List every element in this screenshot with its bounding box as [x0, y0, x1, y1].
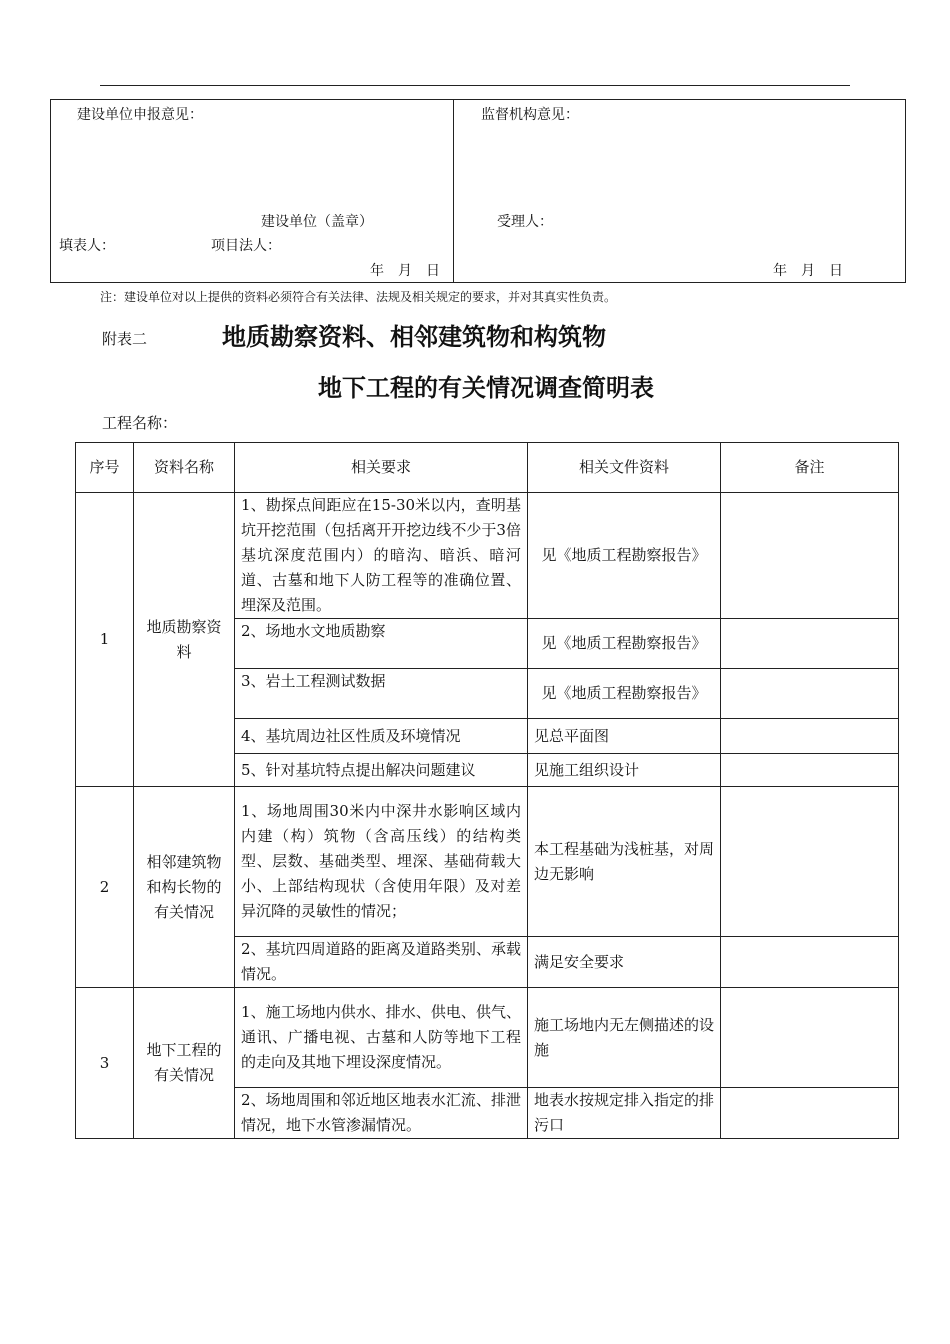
header-related-documents: 相关文件资料	[528, 443, 721, 493]
requirement-cell: 2、基坑四周道路的距离及道路类别、承载情况。	[235, 937, 528, 988]
requirement-cell: 2、场地水文地质勘察	[235, 619, 528, 669]
document-cell: 见《地质工程勘察报告》	[528, 619, 721, 669]
remark-cell	[721, 787, 899, 937]
row-number: 1	[76, 493, 134, 787]
table-header-row	[76, 443, 899, 493]
document-cell: 地表水按规定排入指定的排污口	[528, 1088, 721, 1139]
requirement-cell: 4、基坑周边社区性质及环境情况	[235, 719, 528, 754]
remark-cell	[721, 493, 899, 619]
note-text: 注：建设单位对以上提供的资料必须符合有关法律、法规及相关规定的要求，并对其真实性负责。	[100, 290, 617, 304]
remark-cell	[721, 619, 899, 669]
opinion-divider	[453, 100, 454, 282]
document-cell: 见《地质工程勘察报告》	[528, 669, 721, 719]
construction-unit-opinion-label: 建设单位申报意见：	[77, 107, 203, 123]
document-cell: 见总平面图	[528, 719, 721, 754]
receiver-label: 受理人：	[497, 214, 553, 230]
material-name: 相邻建筑物和构长物的有关情况	[134, 787, 235, 988]
remark-cell	[721, 754, 899, 787]
header-no: 序号	[76, 443, 134, 493]
table-row	[76, 988, 899, 1088]
header-material-name: 资料名称	[134, 443, 235, 493]
project-legal-person-label: 项目法人：	[211, 238, 281, 254]
requirement-cell: 1、施工场地内供水、排水、供电、供气、通讯、广播电视、古墓和人防等地下工程的走向及其地下埋设深度情况。	[235, 988, 528, 1088]
remark-cell	[721, 1088, 899, 1139]
remark-cell	[721, 988, 899, 1088]
material-name: 地质勘察资料	[134, 493, 235, 787]
document-cell: 施工场地内无左侧描述的设施	[528, 988, 721, 1088]
left-date-label: 年 月 日	[370, 263, 440, 279]
right-date-label: 年 月 日	[773, 263, 843, 279]
document-cell: 见施工组织设计	[528, 754, 721, 787]
requirement-cell: 1、场地周围30米内中深井水影响区域内内建（构）筑物（含高压线）的结构类型、层数、基础类型、埋深、基础荷载大小、上部结构现状（含使用年限）及对差异沉降的灵敏性的情况；	[235, 787, 528, 937]
table-row	[76, 787, 899, 937]
header-rule	[100, 85, 850, 86]
document-cell: 本工程基础为浅桩基，对周边无影响	[528, 787, 721, 937]
remark-cell	[721, 937, 899, 988]
page-title-line2: 地下工程的有关情况调查简明表	[318, 373, 654, 402]
remark-cell	[721, 669, 899, 719]
table-row	[76, 493, 899, 619]
form-filler-label: 填表人：	[59, 238, 115, 254]
appendix-label: 附表二	[102, 330, 148, 348]
header-requirements: 相关要求	[235, 443, 528, 493]
requirement-cell: 5、针对基坑特点提出解决问题建议	[235, 754, 528, 787]
project-name-label: 工程名称：	[102, 414, 178, 432]
row-number: 3	[76, 988, 134, 1139]
page-title-line1: 地质勘察资料、相邻建筑物和构筑物	[222, 322, 606, 351]
header-remarks: 备注	[721, 443, 899, 493]
requirement-cell: 3、岩土工程测试数据	[235, 669, 528, 719]
survey-table	[75, 442, 899, 1139]
requirement-cell: 1、勘探点间距应在15-30米以内，查明基坑开挖范围（包括离开开挖边线不少于3倍基坑深度范围内）的暗沟、暗浜、暗河道、古墓和地下人防工程等的准确位置、埋深及范围。	[235, 493, 528, 619]
material-name: 地下工程的有关情况	[134, 988, 235, 1139]
document-cell: 见《地质工程勘察报告》	[528, 493, 721, 619]
row-number: 2	[76, 787, 134, 988]
document-cell: 满足安全要求	[528, 937, 721, 988]
supervision-opinion-label: 监督机构意见：	[481, 107, 579, 123]
remark-cell	[721, 719, 899, 754]
construction-unit-seal-label: 建设单位（盖章）	[261, 214, 373, 230]
requirement-cell: 2、场地周围和邻近地区地表水汇流、排泄情况，地下水管渗漏情况。	[235, 1088, 528, 1139]
opinion-box	[50, 99, 906, 283]
